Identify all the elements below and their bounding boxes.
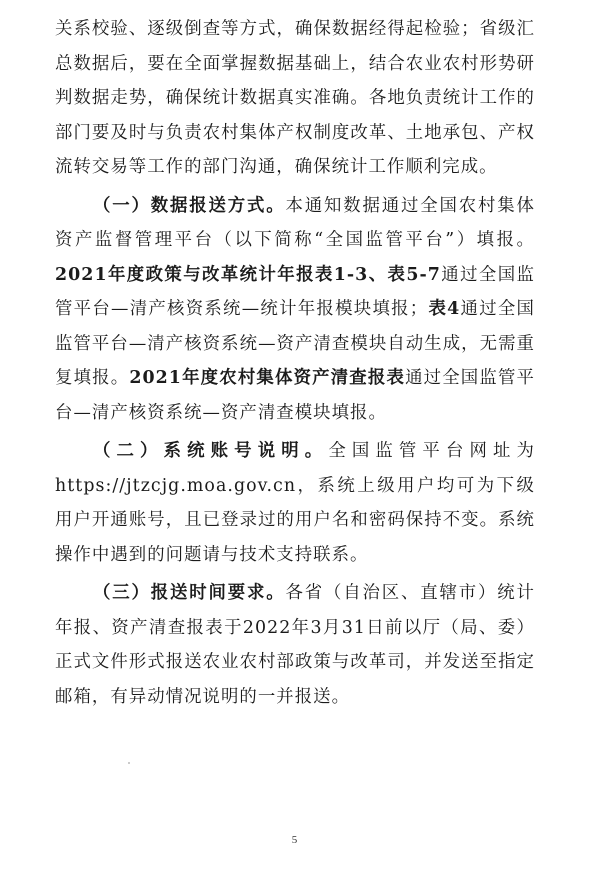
paragraph-text: 通过全国监管平台—清产核资系统—资产清查模块自动生成，无需重复填报。 (55, 299, 535, 388)
bold-phrase: 2021年度政策与改革统计年报表1-3、表5-7 (55, 264, 441, 285)
bold-phrase: 2021年度农村集体资产清查报表 (129, 368, 406, 388)
paragraph-text: 本通知数据通过全国农村集体资产监督管理平台（以下简称“全国监管平台”）填报。 (55, 195, 535, 250)
intro-paragraph: 关系校验、逐级倒查等方式，确保数据经得起检验；省级汇总数据后，要在全面掌握数据基础上，结合农业农村形势研判数据走势，确保统计数据真实准确。各地负责统计工作的部门要及时与负责农村集体产权制度改革、土地承包、产权流转交易等工作的部门沟通，确保统计工作顺利完成。 (55, 19, 535, 177)
section-heading: （一）数据报送方式。 (93, 195, 286, 216)
paragraph-text: 通过全国监管平台—清产核资系统—统计年报模块填报； (55, 264, 535, 319)
section-heading: （三）报送时间要求。 (93, 583, 286, 603)
page-number: 5 (291, 834, 298, 846)
paragraph-text: 各省（自治区、直辖市）统计年报、资产清查报表于2022年3月31日前以厅（局、委）正式文件形式报送农业农村部政策与改革司，并发送至指定邮箱，有异动情况说明的一并报送。 (55, 583, 535, 707)
section-data-submission-method (55, 189, 535, 431)
section-submission-deadline (55, 576, 535, 714)
document-body (55, 12, 535, 718)
scan-speck (128, 762, 130, 764)
bold-phrase: 表4 (428, 299, 461, 319)
paragraph-text: 全国监管平台网址为https://jtzcjg.moa.gov.cn，系统上级用户均可为下级用户开通账号，且已登录过的用户名和密码保持不变。系统操作中遇到的问题请与技术支持联系。 (55, 441, 535, 565)
section-heading: （二）系统账号说明。 (93, 441, 329, 461)
paragraph-text: 通过全国监管平台—清产核资系统—资产清查模块填报。 (55, 368, 535, 423)
section-system-account (55, 434, 535, 572)
